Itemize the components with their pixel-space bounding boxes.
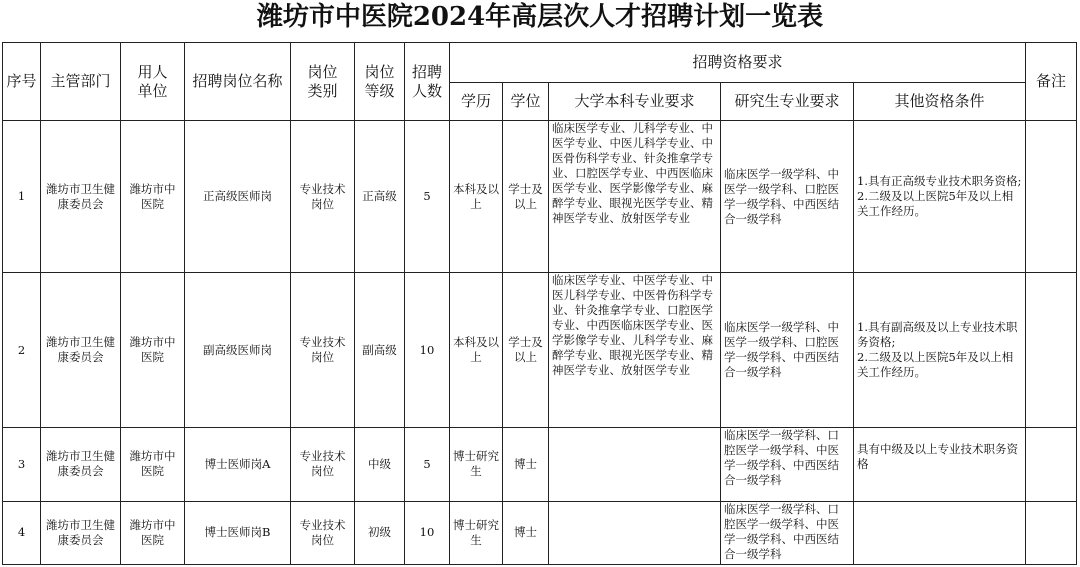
- cell-undergrad-major: 临床医学专业、中医学专业、中医儿科学专业、中医骨伤科学专业、针灸推拿学专业、口腔医学专业、中西医临床医学专业、医学影像学专业、儿科学专业、麻醉学专业、眼视光医学专业、精神医学专业、放射医学专业: [549, 273, 721, 427]
- cell-dept: 潍坊市卫生健康委员会: [41, 501, 121, 564]
- cell-remark: [1026, 501, 1077, 564]
- table-row: [3, 273, 1077, 427]
- cell-unit: 潍坊市中医院: [121, 121, 185, 273]
- cell-education: 博士研究生: [450, 501, 503, 564]
- header-unit-text: 用人单位: [137, 62, 168, 100]
- cell-count: 10: [405, 501, 450, 564]
- header-grad-major: 研究生专业要求: [721, 83, 854, 121]
- cell-undergrad-major: 临床医学专业、儿科学专业、中医学专业、中医儿科学专业、中医骨伤科学专业、针灸推拿学专业、口腔医学专业、中西医临床医学专业、医学影像学专业、麻醉学专业、眼视光医学专业、精神医学专业、放射医学专业: [549, 121, 721, 273]
- other-line-1: 1.具有正高级专业技术职务资格;: [857, 174, 1022, 189]
- cell-post-name: 正高级医师岗: [185, 121, 291, 273]
- other-line-2: 2.二级及以上医院5年及以上相关工作经历。: [857, 189, 1014, 219]
- header-other: 其他资格条件: [854, 83, 1026, 121]
- header-dept: 主管部门: [41, 43, 121, 121]
- cell-remark: [1026, 427, 1077, 501]
- table-row: [3, 427, 1077, 501]
- cell-other: [854, 273, 1026, 427]
- cell-post-type: 专业技术岗位: [291, 427, 355, 501]
- cell-post-type: 专业技术岗位: [291, 273, 355, 427]
- cell-post-level: 正高级: [355, 121, 405, 273]
- header-post-level: [355, 43, 405, 121]
- cell-dept: 潍坊市卫生健康委员会: [41, 427, 121, 501]
- cell-grad-major: 临床医学一级学科、中医学一级学科、口腔医学一级学科、中西医结合一级学科: [721, 273, 854, 427]
- cell-seq: 3: [3, 427, 41, 501]
- cell-dept: 潍坊市卫生健康委员会: [41, 121, 121, 273]
- header-degree: 学位: [503, 83, 549, 121]
- cell-dept: 潍坊市卫生健康委员会: [41, 273, 121, 427]
- cell-post-level: 副高级: [355, 273, 405, 427]
- table-row: [3, 121, 1077, 273]
- other-line-2: 2.二级及以上医院5年及以上相关工作经历。: [857, 350, 1014, 380]
- header-post-type: [291, 43, 355, 121]
- cell-seq: 4: [3, 501, 41, 564]
- cell-post-type: 专业技术岗位: [291, 121, 355, 273]
- header-post-name: 招聘岗位名称: [185, 43, 291, 121]
- cell-seq: 2: [3, 273, 41, 427]
- header-qualifications: 招聘资格要求: [450, 43, 1026, 83]
- cell-count: 5: [405, 121, 450, 273]
- cell-post-level: 中级: [355, 427, 405, 501]
- header-post-type-text: 岗位类别: [307, 62, 338, 100]
- cell-undergrad-major: [549, 427, 721, 501]
- other-line-1: 具有中级及以上专业技术职务资格: [857, 441, 1018, 471]
- header-remark: 备注: [1026, 43, 1077, 121]
- cell-degree: 学士及以上: [503, 273, 549, 427]
- cell-degree: 博士: [503, 501, 549, 564]
- cell-education: 博士研究生: [450, 427, 503, 501]
- header-count-text: 招聘人数: [411, 62, 442, 100]
- cell-remark: [1026, 121, 1077, 273]
- cell-post-type: 专业技术岗位: [291, 501, 355, 564]
- cell-unit: 潍坊市中医院: [121, 273, 185, 427]
- cell-seq: 1: [3, 121, 41, 273]
- header-education: 学历: [450, 83, 503, 121]
- cell-unit: 潍坊市中医院: [121, 501, 185, 564]
- cell-degree: 学士及以上: [503, 121, 549, 273]
- cell-post-name: 博士医师岗A: [185, 427, 291, 501]
- header-post-level-text: 岗位等级: [364, 62, 395, 100]
- table-row: [3, 501, 1077, 564]
- header-seq: 序号: [3, 43, 41, 121]
- header-undergrad-major: 大学本科专业要求: [549, 83, 721, 121]
- header-row-1: [3, 43, 1077, 83]
- cell-post-name: 副高级医师岗: [185, 273, 291, 427]
- cell-other: [854, 501, 1026, 564]
- cell-count: 5: [405, 427, 450, 501]
- cell-grad-major: 临床医学一级学科、口腔医学一级学科、中医学一级学科、中西医结合一级学科: [721, 501, 854, 564]
- cell-education: 本科及以上: [450, 121, 503, 273]
- cell-count: 10: [405, 273, 450, 427]
- cell-unit: 潍坊市中医院: [121, 427, 185, 501]
- page-title: 潍坊市中医院2024年高层次人才招聘计划一览表: [256, 2, 824, 32]
- recruitment-plan-table: [2, 42, 1077, 565]
- other-line-1: 1.具有副高级及以上专业技术职务资格;: [857, 320, 1018, 350]
- cell-remark: [1026, 273, 1077, 427]
- cell-grad-major: 临床医学一级学科、口腔医学一级学科、中医学一级学科、中西医结合一级学科: [721, 427, 854, 501]
- cell-undergrad-major: [549, 501, 721, 564]
- header-unit: [121, 43, 185, 121]
- cell-post-level: 初级: [355, 501, 405, 564]
- cell-education: 本科及以上: [450, 273, 503, 427]
- cell-grad-major: 临床医学一级学科、中医学一级学科、口腔医学一级学科、中西医结合一级学科: [721, 121, 854, 273]
- cell-other: [854, 427, 1026, 501]
- cell-other: [854, 121, 1026, 273]
- header-count: [405, 43, 450, 121]
- cell-post-name: 博士医师岗B: [185, 501, 291, 564]
- cell-degree: 博士: [503, 427, 549, 501]
